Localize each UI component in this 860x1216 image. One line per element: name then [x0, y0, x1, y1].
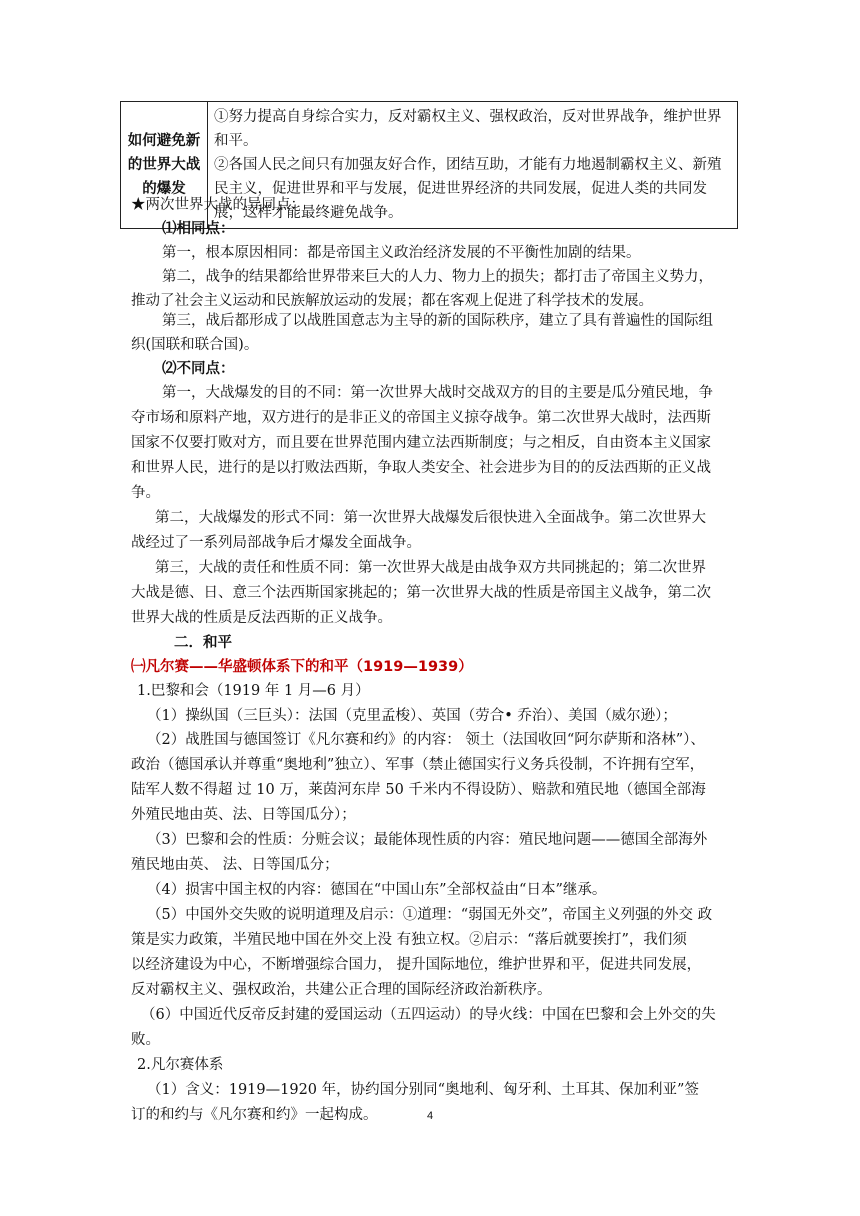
same-point-3-line-1: 第三，战后都形成了以战胜国意志为主导的新的国际秩序，建立了具有普遍性的国际组 [162, 313, 713, 329]
versailles-system-title: 2.凡尔赛体系 [137, 1057, 224, 1073]
paris-point-6-line-1: （6）中国近代反帝反封建的爱国运动（五四运动）的导火线：中国在巴黎和会上外交的失 [141, 1007, 716, 1023]
paris-point-5-line-4: 反对霸权主义、强权政治，共建公正合理的国际经济政治新秩序。 [131, 982, 552, 998]
section-title: ★两次世界大战的异同点： [131, 197, 305, 213]
paris-point-2-line-1: （2）战胜国与德国签订《凡尔赛和约》的内容： 领土（法国收回“阿尔萨斯和洛林”）、 [147, 732, 705, 748]
paris-conference-title: 1.巴黎和会（1919 年 1 月—6 月） [137, 683, 370, 699]
versailles-point-1-line-2: 订的和约与《凡尔赛和约》一起构成。 [131, 1107, 378, 1123]
paris-point-2-line-4: 外殖民地由英、法、日等国瓜分）； [131, 807, 356, 823]
diff-point-1-line-3: 国家不仅要打败对方，而且要在世界范围内建立法西斯制度；与之相反，自由资本主义国家 [131, 435, 711, 451]
paris-point-3-line-2: 殖民地由英、 法、日等国瓜分； [131, 857, 339, 873]
same-point-2-line-2: 推动了社会主义运动和民族解放运动的发展；都在客观上促进了科学技术的发展。 [131, 293, 653, 309]
diff-point-2-line-2: 战经过了一系列局部战争后才爆发全面战争。 [131, 535, 421, 551]
diff-point-3-line-2: 大战是德、日、意三个法西斯国家挑起的；第一次世界大战的性质是帝国主义战争，第二次 [131, 585, 711, 601]
peace-title: 二．和平 [174, 635, 232, 651]
paris-point-5-line-2: 策是实力政策，半殖民地中国在外交上没 有独立权。②启示：“落后就要挨打”，我们须 [131, 932, 687, 948]
same-point-1: 第一，根本原因相同：都是帝国主义政治经济发展的不平衡性加剧的结果。 [162, 245, 641, 261]
same-point-3-line-2: 织(国联和联合国)。 [131, 337, 259, 353]
same-point-2-line-1: 第二，战争的结果都给世界带来巨大的人力、物力上的损失；都打击了帝国主义势力， [162, 269, 713, 285]
paris-point-5-line-3: 以经济建设为中心，不断增强综合国力， 提升国际地位，维护世界和平，促进共同发展， [131, 957, 702, 973]
diff-point-3-line-3: 世界大战的性质是反法西斯的正义战争。 [131, 610, 392, 626]
diff-point-1-line-4: 和世界人民，进行的是以打败法西斯，争取人类安全、社会进步为目的的反法西斯的正义战 [131, 460, 711, 476]
diff-point-1-line-2: 夺市场和原料产地，双方进行的是非正义的帝国主义掠夺战争。第二次世界大战时，法西斯 [131, 410, 711, 426]
table-item-2: ②各国人民之间只有加强友好合作，团结互助，才能有力地遏制霸权主义、新殖民主义，促进世界和平与发展，促进世界经济的共同发展，促进人类的共同发展，这样才能最终避免战争。 [214, 157, 722, 221]
paris-point-3-line-1: （3）巴黎和会的性质：分赃会议；最能体现性质的内容：殖民地问题——德国全部海外 [147, 832, 708, 848]
paris-point-2-line-2: 政治（德国承认并尊重“奥地利”独立）、军事（禁止德国实行义务兵役制，不许拥有空军， [131, 757, 705, 773]
table-header: 如何避免新的世界大战的爆发 [127, 133, 201, 197]
diff-title: ⑵不同点： [162, 361, 235, 377]
diff-point-2-line-1: 第二，大战爆发的形式不同：第一次世界大战爆发后很快进入全面战争。第二次世界大 [155, 510, 706, 526]
page-number: 4 [426, 1110, 434, 1122]
paris-point-4: （4）损害中国主权的内容：德国在“中国山东”全部权益由“日本”继承。 [147, 882, 607, 898]
paris-point-6-line-2: 败。 [131, 1032, 160, 1048]
diff-point-3-line-1: 第三，大战的责任和性质不同：第一次世界大战是由战争双方共同挑起的；第二次世界 [155, 560, 706, 576]
diff-point-1-line-5: 争。 [131, 485, 160, 501]
paris-point-2-line-3: 陆军人数不得超 过 10 万，莱茵河东岸 50 千米内不得设防）、赔款和殖民地（德国全部海 [131, 782, 706, 798]
table-item-1: ①努力提高自身综合实力，反对霸权主义、强权政治，反对世界战争，维护世界和平。 [214, 109, 722, 149]
versailles-point-1-line-1: （1）含义：1919—1920 年，协约国分别同“奥地利、匈牙利、土耳其、保加利亚”签 [147, 1082, 699, 1098]
diff-point-1-line-1: 第一，大战爆发的目的不同：第一次世界大战时交战双方的目的主要是瓜分殖民地，争 [162, 385, 713, 401]
paris-point-1: （1）操纵国（三巨头）：法国（克里孟梭）、英国（劳合• 乔治）、美国（威尔逊）； [147, 708, 677, 724]
same-title: ⑴相同点： [162, 221, 235, 237]
paris-point-5-line-1: （5）中国外交失败的说明道理及启示：①道理：“弱国无外交”，帝国主义列强的外交 政 [147, 907, 713, 923]
versailles-washington-title: ㈠凡尔赛——华盛顿体系下的和平（1919—1939） [131, 659, 473, 675]
